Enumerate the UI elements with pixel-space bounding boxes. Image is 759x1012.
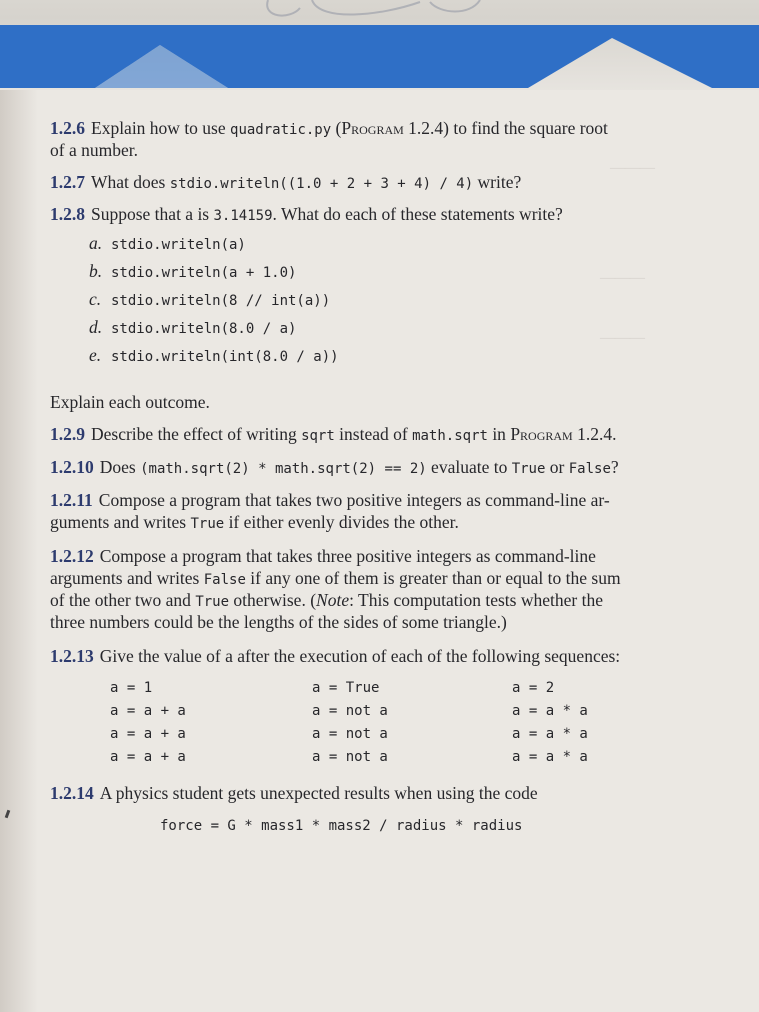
- seq2-line1: a = True: [312, 680, 380, 696]
- explain-each-outcome: Explain each outcome.: [50, 392, 210, 412]
- seq3-line2: a = a * a: [512, 703, 588, 719]
- exercise-number: 1.2.12: [50, 546, 94, 566]
- statement-a: a. stdio.writeln(a): [89, 233, 246, 253]
- exercise-number: 1.2.8: [50, 204, 85, 224]
- exercise-number: 1.2.6: [50, 118, 85, 138]
- seq3-line3: a = a * a: [512, 726, 588, 742]
- exercise-number: 1.2.9: [50, 424, 85, 444]
- exercise-1-2-10: 1.2.10 Does (math.sqrt(2) * math.sqrt(2) == 2) evaluate to True or False?: [50, 457, 619, 477]
- statement-c: c. stdio.writeln(8 // int(a)): [89, 289, 331, 309]
- statement-e: e. stdio.writeln(int(8.0 / a)): [89, 345, 339, 365]
- exercise-1-2-12: 1.2.12 Compose a program that takes three positive integers as command-line: [50, 546, 596, 566]
- exercise-1-2-14: 1.2.14 A physics student gets unexpected results when using the code: [50, 783, 538, 803]
- exercise-number: 1.2.14: [50, 783, 94, 803]
- statement-b: b. stdio.writeln(a + 1.0): [89, 261, 297, 281]
- exercise-1-2-8: 1.2.8 Suppose that a is 3.14159. What do each of these statements write?: [50, 204, 563, 224]
- show-through: ———: [610, 160, 655, 176]
- statement-d: d. stdio.writeln(8.0 / a): [89, 317, 297, 337]
- exercise-number: 1.2.11: [50, 490, 93, 510]
- exercise-1-2-9: 1.2.9 Describe the effect of writing sqrt instead of math.sqrt in Program 1.2.4.: [50, 424, 617, 444]
- exercise-1-2-12-line3: of the other two and True otherwise. (Note: This computation tests whether the: [50, 590, 603, 610]
- exercise-number: 1.2.13: [50, 646, 94, 666]
- seq1-line4: a = a + a: [110, 749, 186, 765]
- exercise-number: 1.2.10: [50, 457, 94, 477]
- exercise-1-2-6: 1.2.6 Explain how to use quadratic.py (Program 1.2.4) to find the square root: [50, 118, 608, 138]
- seq1-line1: a = 1: [110, 680, 153, 696]
- exercise-1-2-11-cont: guments and writes True if either evenly divides the other.: [50, 512, 459, 532]
- seq2-line4: a = not a: [312, 749, 388, 765]
- seq1-line2: a = a + a: [110, 703, 186, 719]
- seq1-line3: a = a + a: [110, 726, 186, 742]
- show-through: ———: [600, 330, 645, 346]
- seq3-line1: a = 2: [512, 680, 555, 696]
- exercise-1-2-12-line2: arguments and writes False if any one of them is greater than or equal to the sum: [50, 568, 621, 588]
- exercise-number: 1.2.7: [50, 172, 85, 192]
- exercise-1-2-12-line4: three numbers could be the lengths of the sides of some triangle.): [50, 612, 507, 632]
- seq3-line4: a = a * a: [512, 749, 588, 765]
- exercise-1-2-13: 1.2.13 Give the value of a after the execution of each of the following sequences:: [50, 646, 621, 666]
- seq2-line2: a = not a: [312, 703, 388, 719]
- exercise-1-2-7: 1.2.7 What does stdio.writeln((1.0 + 2 + 3 + 4) / 4) write?: [50, 172, 522, 192]
- exercise-1-2-6-cont: of a number.: [50, 140, 138, 160]
- seq2-line3: a = not a: [312, 726, 388, 742]
- physics-code: force = G * mass1 * mass2 / radius * radius: [160, 818, 523, 834]
- exercise-1-2-11: 1.2.11 Compose a program that takes two positive integers as command-line ar-: [50, 490, 610, 510]
- show-through: ———: [600, 270, 645, 286]
